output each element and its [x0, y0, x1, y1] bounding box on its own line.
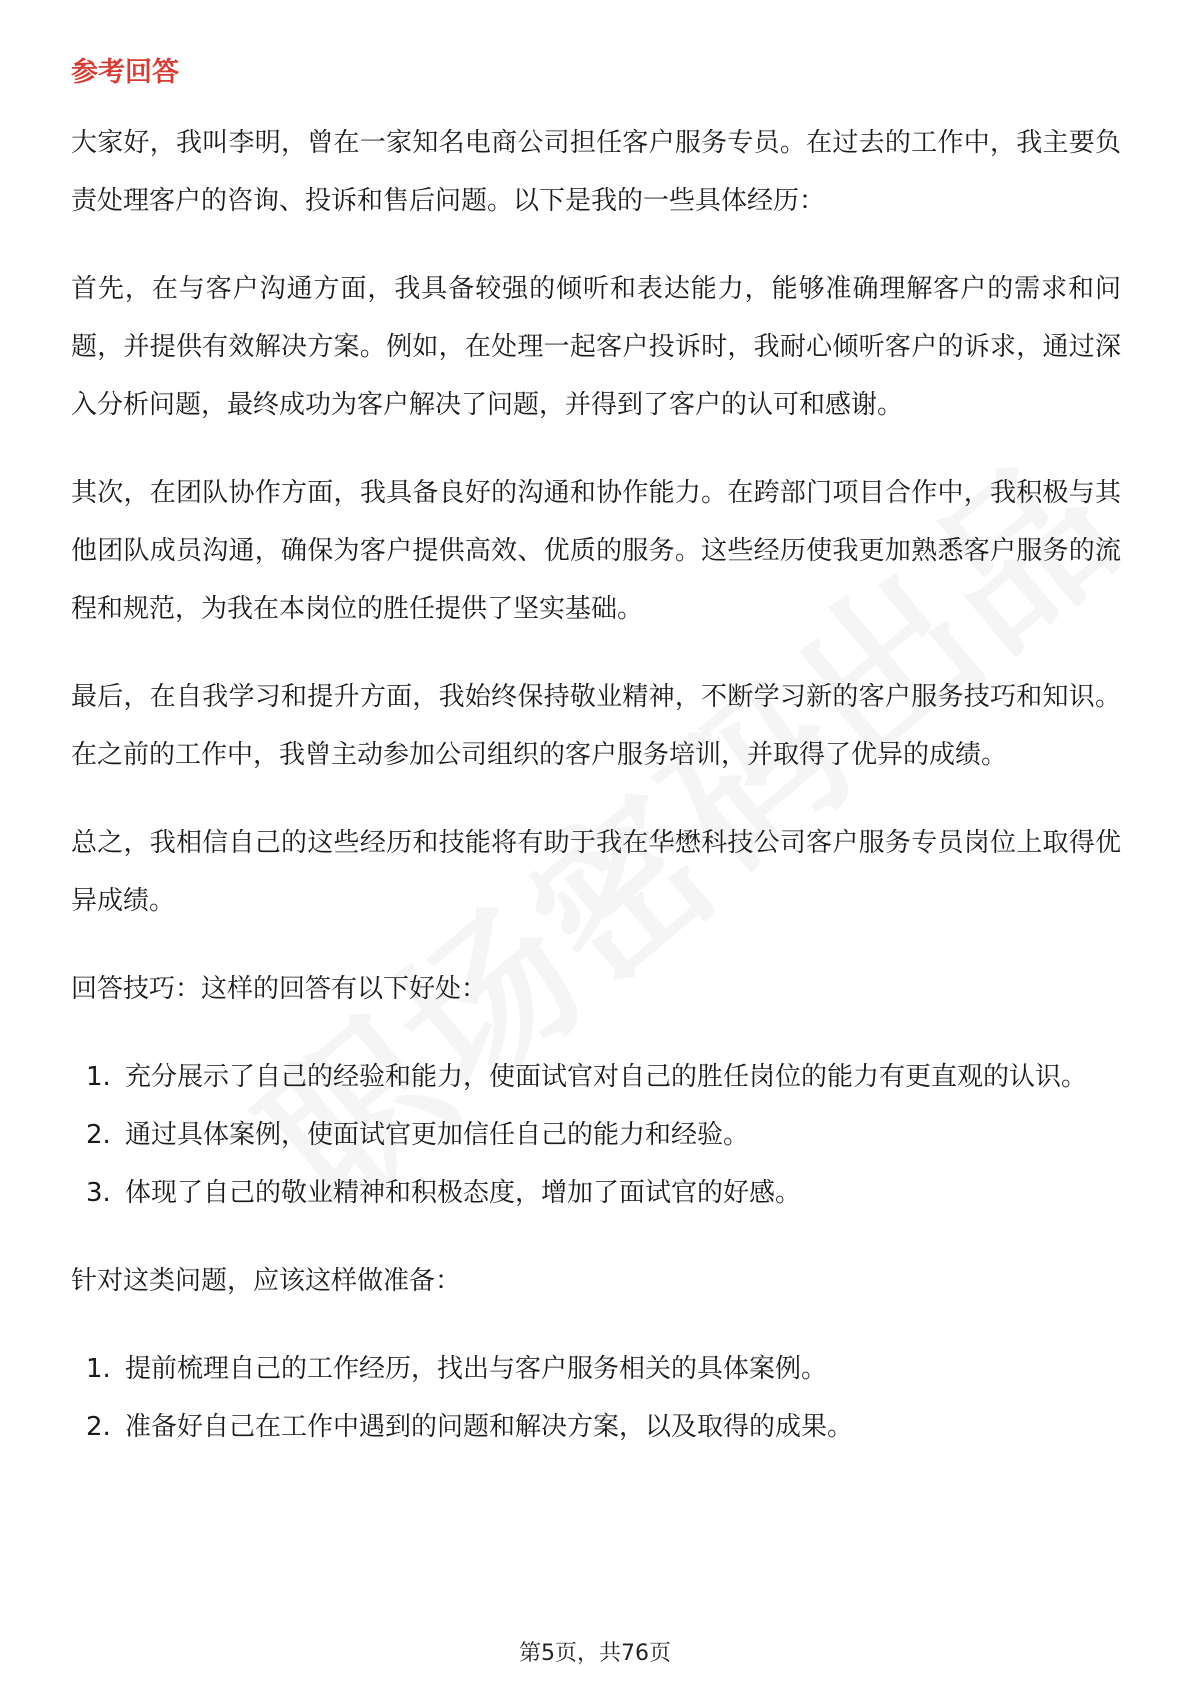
teamwork-paragraph: 其次，在团队协作方面，我具备良好的沟通和协作能力。在跨部门项目合作中，我积极与其他团队成员沟通，确保为客户提供高效、优质的服务。这些经历使我更加熟悉客户服务的流程和规范，为我在本岗位的胜任提供了坚实基础。	[71, 478, 1121, 624]
list-text: 通过具体案例，使面试官更加信任自己的能力和经验。	[125, 1120, 750, 1150]
summary-paragraph: 总之，我相信自己的这些经历和技能将有助于我在华懋科技公司客户服务专员岗位上取得优异成绩。	[71, 828, 1121, 916]
list-item	[71, 1048, 1121, 1106]
tips-heading: 回答技巧：这样的回答有以下好处：	[71, 974, 488, 1004]
prep-heading: 针对这类问题，应该这样做准备：	[71, 1266, 462, 1296]
list-number: 2.	[86, 1120, 111, 1150]
list-number: 2.	[86, 1412, 111, 1442]
answer-content	[71, 44, 1121, 1486]
section-title: 参考回答	[71, 57, 179, 88]
list-number: 1.	[86, 1062, 111, 1092]
prep-list	[71, 1340, 1121, 1456]
list-text: 提前梳理自己的工作经历，找出与客户服务相关的具体案例。	[125, 1354, 828, 1384]
list-text: 准备好自己在工作中遇到的问题和解决方案，以及取得的成果。	[125, 1412, 854, 1442]
list-text: 充分展示了自己的经验和能力，使面试官对自己的胜任岗位的能力有更直观的认识。	[125, 1062, 1088, 1092]
list-item	[71, 1340, 1121, 1398]
list-number: 3.	[86, 1178, 111, 1208]
list-text: 体现了自己的敬业精神和积极态度，增加了面试官的好感。	[125, 1178, 802, 1208]
communication-paragraph: 首先，在与客户沟通方面，我具备较强的倾听和表达能力，能够准确理解客户的需求和问题，并提供有效解决方案。例如，在处理一起客户投诉时，我耐心倾听客户的诉求，通过深入分析问题，最终成功为客户解决了问题，并得到了客户的认可和感谢。	[71, 274, 1121, 420]
list-item	[71, 1164, 1121, 1222]
intro-paragraph: 大家好，我叫李明，曾在一家知名电商公司担任客户服务专员。在过去的工作中，我主要负责处理客户的咨询、投诉和售后问题。以下是我的一些具体经历：	[71, 128, 1121, 216]
tips-list	[71, 1048, 1121, 1222]
page-number-footer: 第5页，共76页	[519, 1641, 671, 1666]
learning-paragraph: 最后，在自我学习和提升方面，我始终保持敬业精神，不断学习新的客户服务技巧和知识。在之前的工作中，我曾主动参加公司组织的客户服务培训，并取得了优异的成绩。	[71, 682, 1121, 770]
list-item	[71, 1106, 1121, 1164]
list-number: 1.	[86, 1354, 111, 1384]
list-item	[71, 1398, 1121, 1456]
